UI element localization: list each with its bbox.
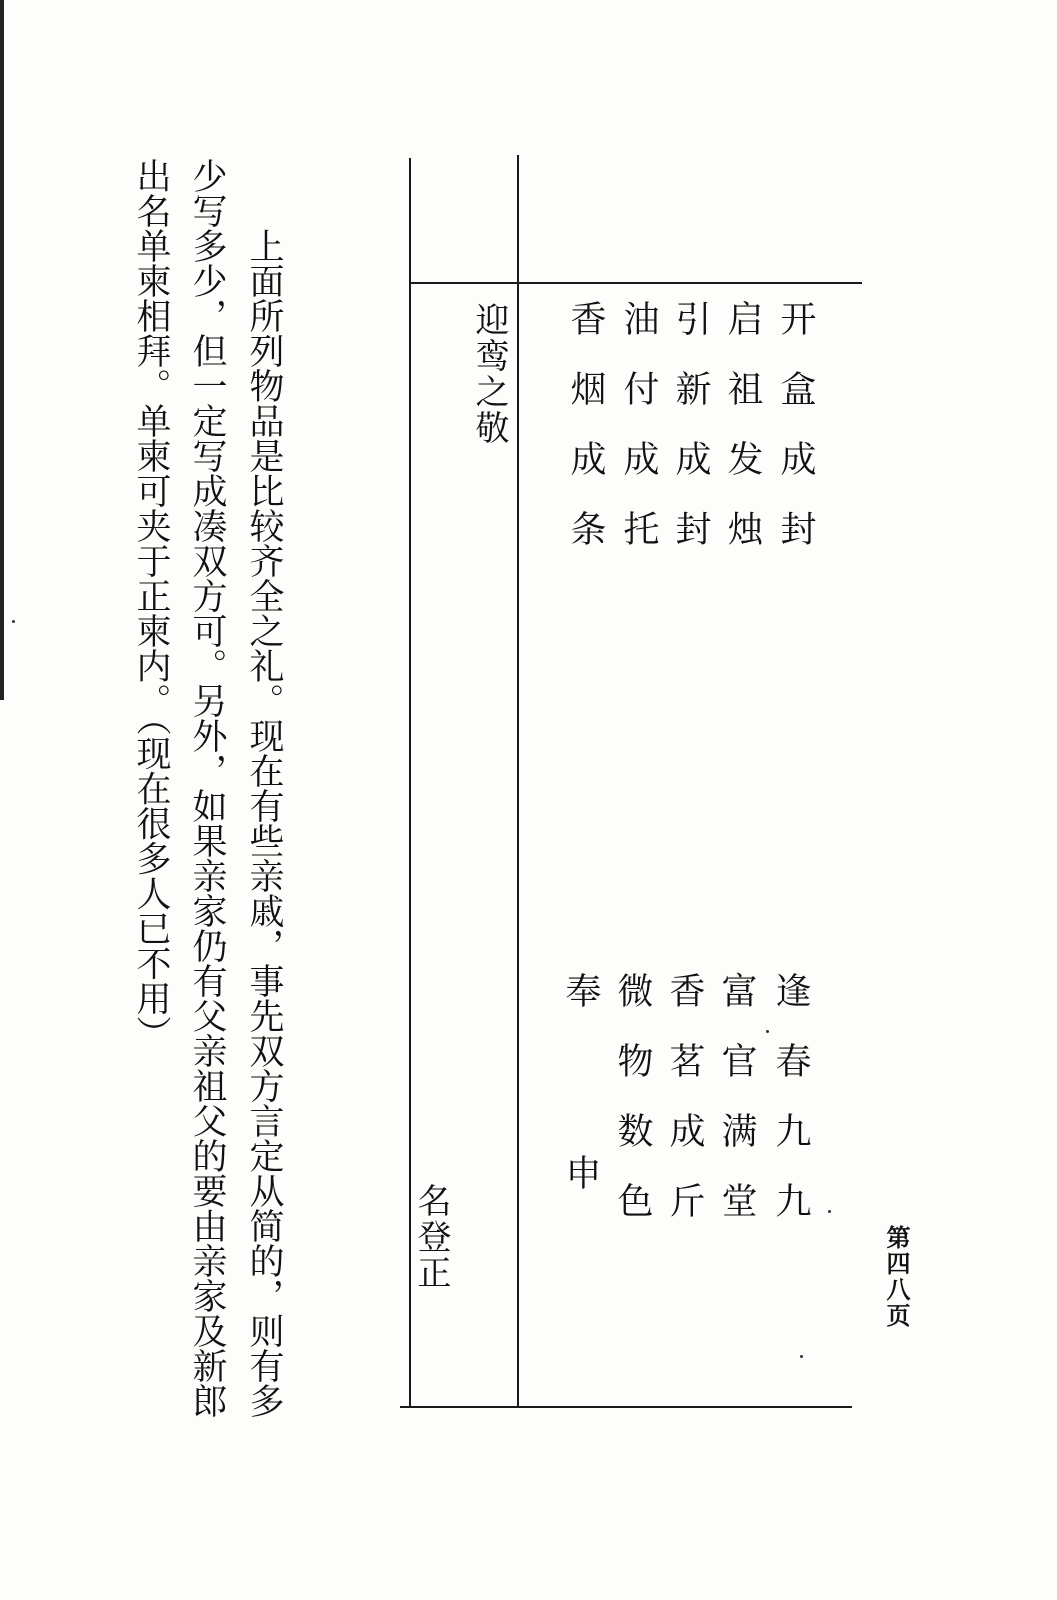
- label-mingdengzheng: 名登正: [411, 1183, 451, 1291]
- greeting-line-2: 富官满堂: [716, 972, 757, 1252]
- gift-item-4: 油付成托: [618, 300, 659, 580]
- label-yingluan: 迎鸾之敬: [469, 302, 509, 446]
- greeting-line-4: 微物数色: [612, 972, 653, 1252]
- greeting-line-3: 香茗成斤: [664, 972, 705, 1252]
- gift-item-1: 开盒成封: [775, 300, 816, 580]
- scan-speck: [12, 620, 15, 623]
- page-edge: [0, 0, 4, 700]
- frame-bottom-line: [400, 1406, 852, 1408]
- prose-column-3: 出名单柬相拜。单柬可夹于正柬内。（现在很多人已不用）: [131, 158, 171, 1051]
- gift-item-5: 香烟成条: [565, 300, 606, 580]
- gift-item-2: 启祖发烛: [722, 300, 763, 580]
- scan-speck: [828, 1210, 831, 1213]
- prose-column-2: 少写多少，但一定写成凑双方可。另外，如果亲家仍有父亲祖父的要由亲家及新郎: [187, 158, 227, 1418]
- scan-speck: [766, 1030, 769, 1033]
- prose-column-1: 上面所列物品是比较齐全之礼。现在有些亲戚，事先双方言定从简的，则有多: [244, 228, 284, 1418]
- page-number: 第四八页: [882, 1225, 911, 1329]
- frame-top-line: [409, 282, 862, 284]
- gift-item-3: 引新成封: [670, 300, 711, 580]
- scan-speck: [800, 1355, 803, 1358]
- frame-inner-left-line: [517, 155, 519, 1408]
- greeting-line-5: 奉申: [560, 972, 601, 1336]
- greeting-line-1: 逢春九九: [770, 972, 811, 1252]
